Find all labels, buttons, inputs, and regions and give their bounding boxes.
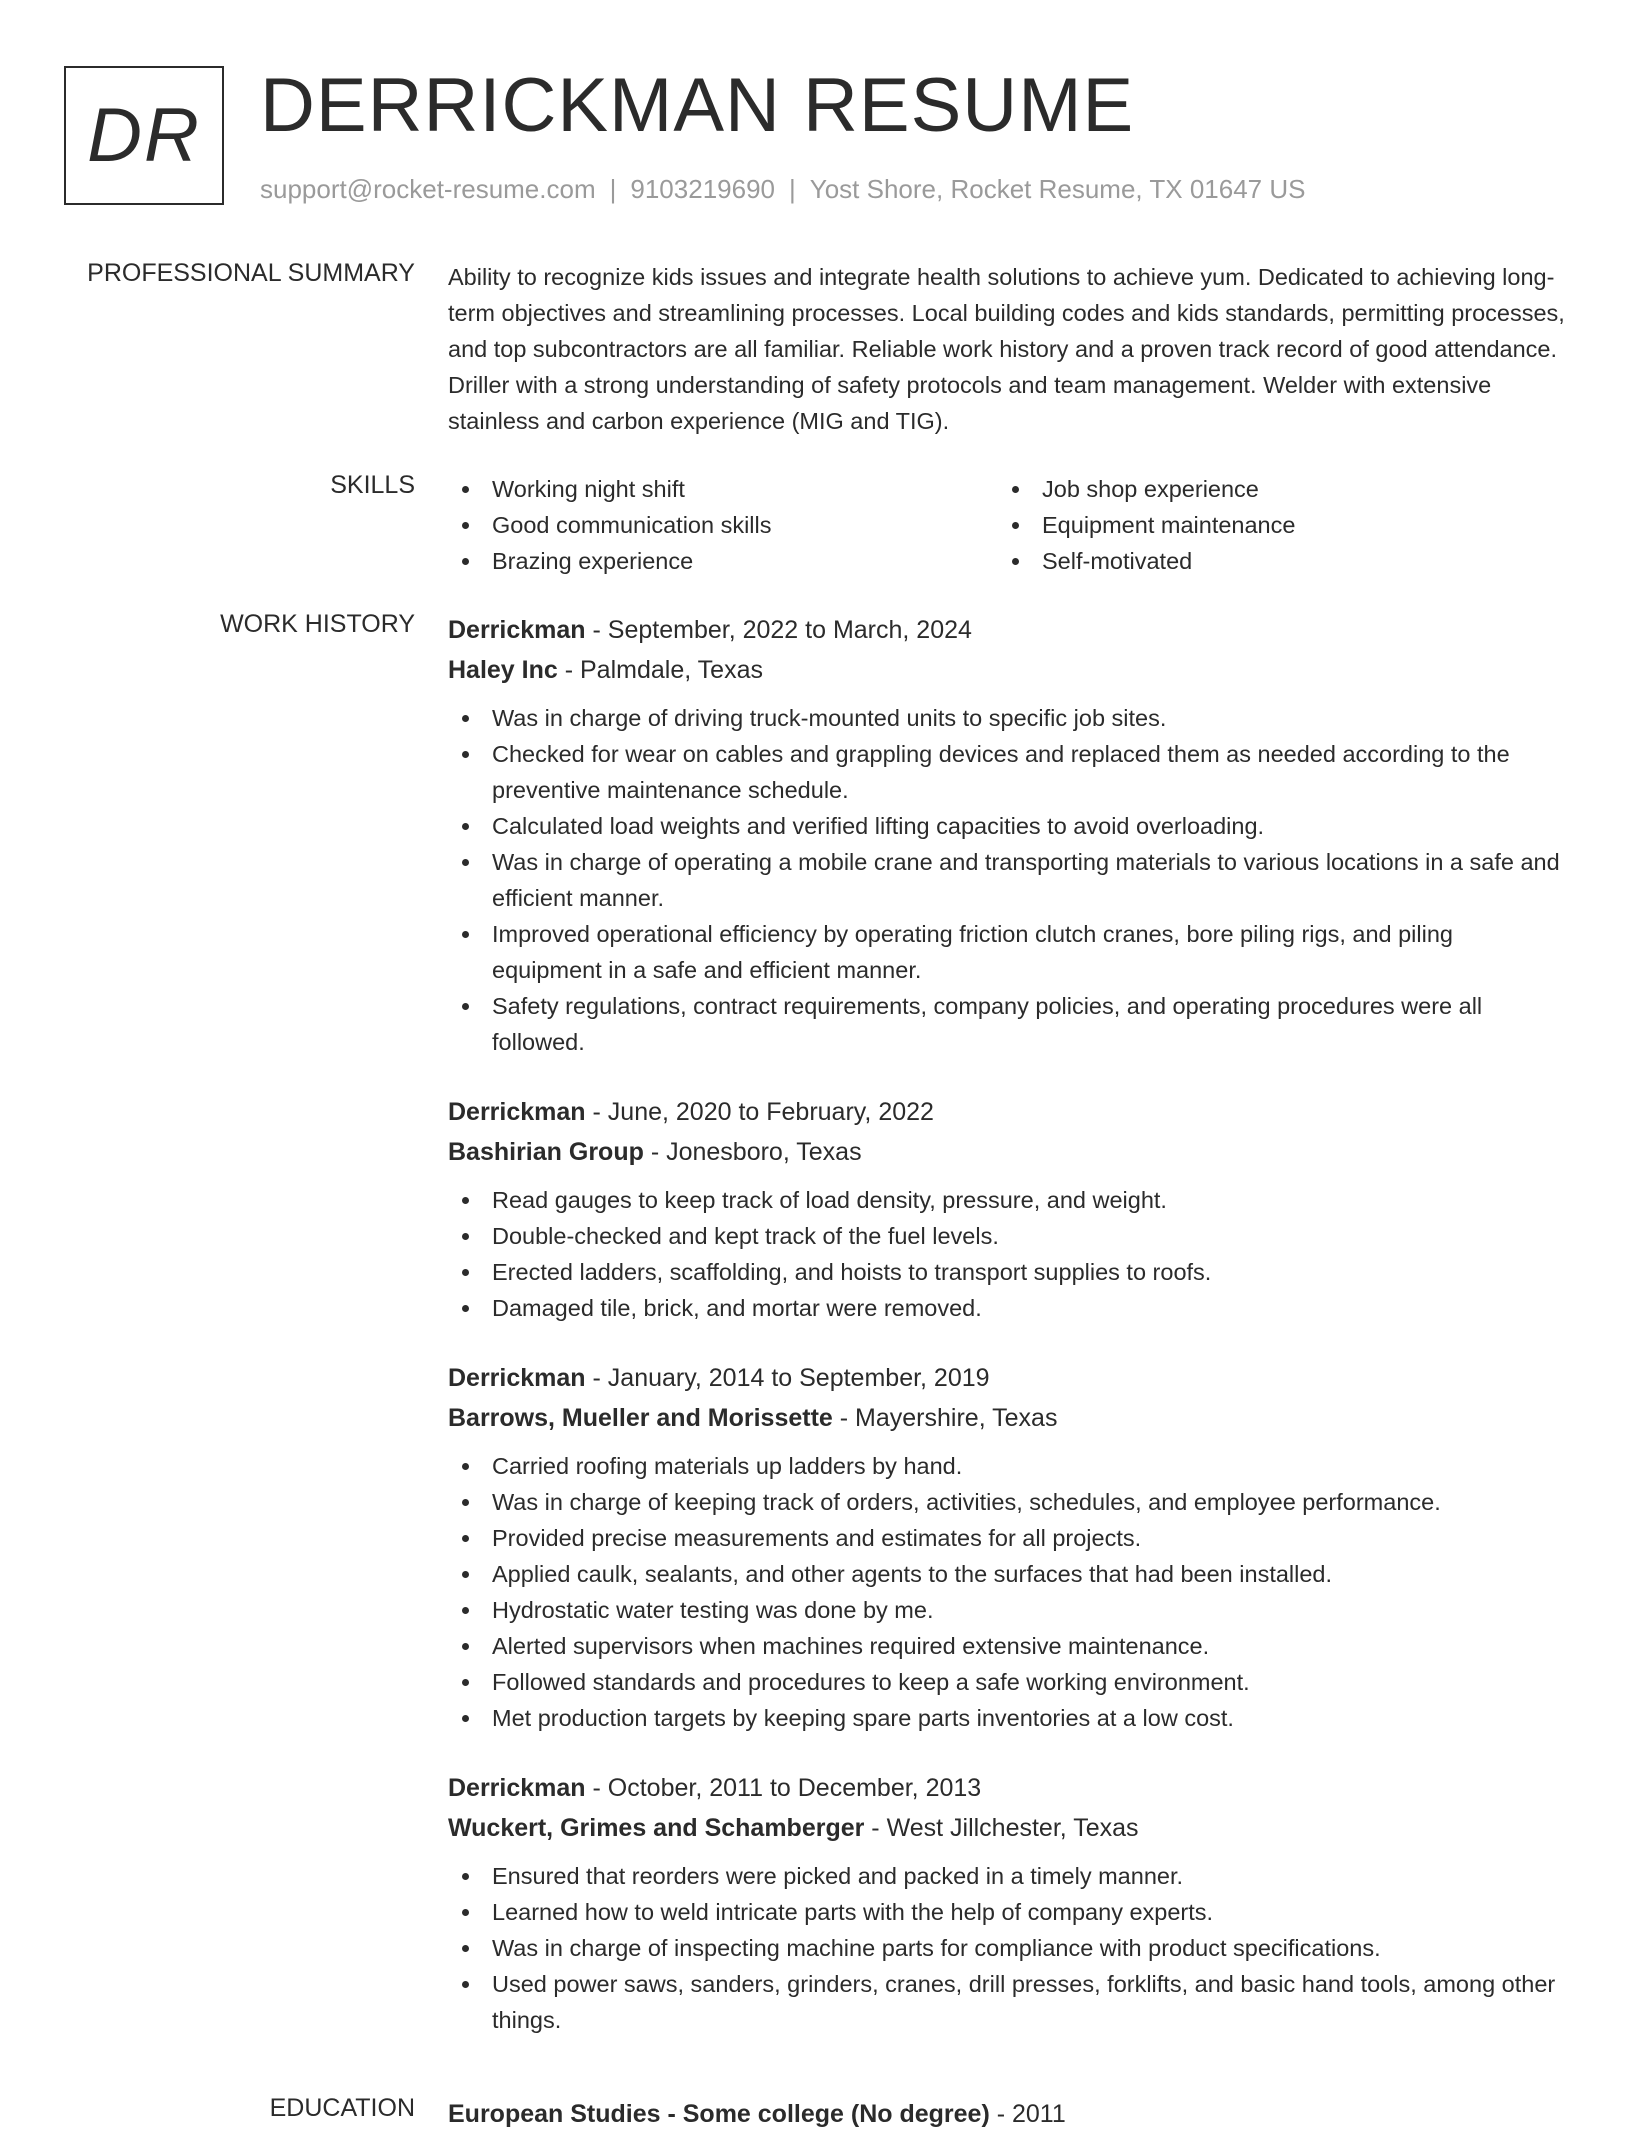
job-duty: Met production targets by keeping spare parts inventories at a low cost. — [448, 1700, 1568, 1736]
job-duties — [448, 1448, 1568, 1736]
job-duty: Was in charge of inspecting machine parts for compliance with product specifications. — [448, 1930, 1568, 1966]
job-duty: Safety regulations, contract requirements, company policies, and operating procedures were all followed. — [448, 988, 1568, 1060]
education-line — [448, 2094, 1568, 2134]
job-duty: Was in charge of operating a mobile crane and transporting materials to various locations in a safe and efficient manner. — [448, 844, 1568, 916]
job-role: Derrickman — [448, 1098, 586, 1126]
skill-item: Good communication skills — [448, 507, 998, 543]
job-company-line — [448, 1132, 1568, 1172]
job-duty: Calculated load weights and verified lifting capacities to avoid overloading. — [448, 808, 1568, 844]
job-duty: Followed standards and procedures to keep a safe working environment. — [448, 1664, 1568, 1700]
work-history-body — [448, 610, 1568, 2070]
job-dates: - January, 2014 to September, 2019 — [585, 1364, 990, 1392]
job-duties — [448, 1182, 1568, 1326]
summary-text: Ability to recognize kids issues and integrate health solutions to achieve yum. Dedicated to achieving long-term objectives and streamlining processes. Local building codes and kids standards, permitting processes, and top subcontractors are all familiar. Reliable work history and a proven track record of good attendance. Driller with a strong understanding of safety protocols and team management. Welder with extensive stainless and carbon experience (MIG and TIG). — [448, 264, 1565, 434]
skills-list-right — [998, 471, 1548, 579]
job-role-line — [448, 1358, 1568, 1398]
job-entry — [448, 1358, 1568, 1736]
monogram-badge: DR — [64, 66, 224, 205]
job-company: Barrows, Mueller and Morissette — [448, 1404, 833, 1432]
job-duty: Hydrostatic water testing was done by me. — [448, 1592, 1568, 1628]
job-entry — [448, 610, 1568, 1060]
job-role: Derrickman — [448, 1364, 586, 1392]
contact-separator: | — [789, 174, 796, 204]
contact-separator: | — [609, 174, 617, 204]
job-duty: Improved operational efficiency by operating friction clutch cranes, bore piling rigs, and piling equipment in a safe and efficient manner. — [448, 916, 1568, 988]
job-duty: Carried roofing materials up ladders by hand. — [448, 1448, 1568, 1484]
education-degree: European Studies - Some college (No degree) — [448, 2100, 990, 2128]
job-duty: Applied caulk, sealants, and other agents to the surfaces that had been installed. — [448, 1556, 1568, 1592]
job-duty: Used power saws, sanders, grinders, cranes, drill presses, forklifts, and basic hand tools, among other things. — [448, 1966, 1568, 2038]
job-duty: Damaged tile, brick, and mortar were removed. — [448, 1290, 1568, 1326]
job-location: - West Jillchester, Texas — [864, 1814, 1139, 1842]
job-duty: Provided precise measurements and estimates for all projects. — [448, 1520, 1568, 1556]
job-company: Wuckert, Grimes and Schamberger — [448, 1814, 865, 1842]
job-company: Bashirian Group — [448, 1138, 644, 1166]
work-history-title: WORK HISTORY — [220, 610, 415, 638]
skills-title: SKILLS — [330, 471, 415, 499]
skill-item: Working night shift — [448, 471, 998, 507]
job-duty: Erected ladders, scaffolding, and hoists to transport supplies to roofs. — [448, 1254, 1568, 1290]
contact-email: support@rocket-resume.com — [260, 174, 596, 204]
contact-address: Yost Shore, Rocket Resume, TX 01647 US — [809, 174, 1306, 204]
skill-item: Job shop experience — [998, 471, 1548, 507]
job-location: - Jonesboro, Texas — [643, 1138, 862, 1166]
job-entry — [448, 1092, 1568, 1326]
skills-list-left — [448, 471, 998, 579]
job-entry — [448, 1768, 1568, 2038]
job-duty: Checked for wear on cables and grappling devices and replaced them as needed according to the preventive maintenance schedule. — [448, 736, 1568, 808]
job-dates: - September, 2022 to March, 2024 — [585, 616, 972, 644]
job-duties — [448, 1858, 1568, 2038]
job-location: - Palmdale, Texas — [557, 656, 763, 684]
education-body — [448, 2094, 1568, 2134]
job-duty: Was in charge of driving truck-mounted units to specific job sites. — [448, 700, 1568, 736]
resume-header — [64, 63, 1564, 211]
contact-phone: 9103219690 — [630, 174, 775, 204]
summary-title: PROFESSIONAL SUMMARY — [87, 259, 415, 287]
job-duty: Alerted supervisors when machines required extensive maintenance. — [448, 1628, 1568, 1664]
job-dates: - June, 2020 to February, 2022 — [585, 1098, 934, 1126]
job-company-line — [448, 650, 1568, 690]
skills-body — [448, 471, 1568, 579]
skill-item: Brazing experience — [448, 543, 998, 579]
job-duty: Ensured that reorders were picked and packed in a timely manner. — [448, 1858, 1568, 1894]
contact-line — [260, 174, 1305, 205]
job-company: Haley Inc — [448, 656, 558, 684]
job-location: - Mayershire, Texas — [832, 1404, 1058, 1432]
job-duty: Learned how to weld intricate parts with the help of company experts. — [448, 1894, 1568, 1930]
job-dates: - October, 2011 to December, 2013 — [585, 1774, 982, 1802]
job-duty: Double-checked and kept track of the fuel levels. — [448, 1218, 1568, 1254]
skills-grid — [448, 471, 1568, 579]
job-role-line — [448, 1768, 1568, 1808]
job-role-line — [448, 610, 1568, 650]
job-role-line — [448, 1092, 1568, 1132]
job-duty: Read gauges to keep track of load density, pressure, and weight. — [448, 1182, 1568, 1218]
job-duty: Was in charge of keeping track of orders, activities, schedules, and employee performance. — [448, 1484, 1568, 1520]
job-duties — [448, 700, 1568, 1060]
skill-item: Self-motivated — [998, 543, 1548, 579]
resume-name: DERRICKMAN RESUME — [260, 63, 1135, 148]
education-title: EDUCATION — [269, 2094, 415, 2122]
summary-body — [448, 259, 1568, 439]
job-role: Derrickman — [448, 1774, 586, 1802]
job-company-line — [448, 1398, 1568, 1438]
skill-item: Equipment maintenance — [998, 507, 1548, 543]
job-company-line — [448, 1808, 1568, 1848]
education-year: - 2011 — [989, 2100, 1066, 2128]
job-role: Derrickman — [448, 616, 586, 644]
